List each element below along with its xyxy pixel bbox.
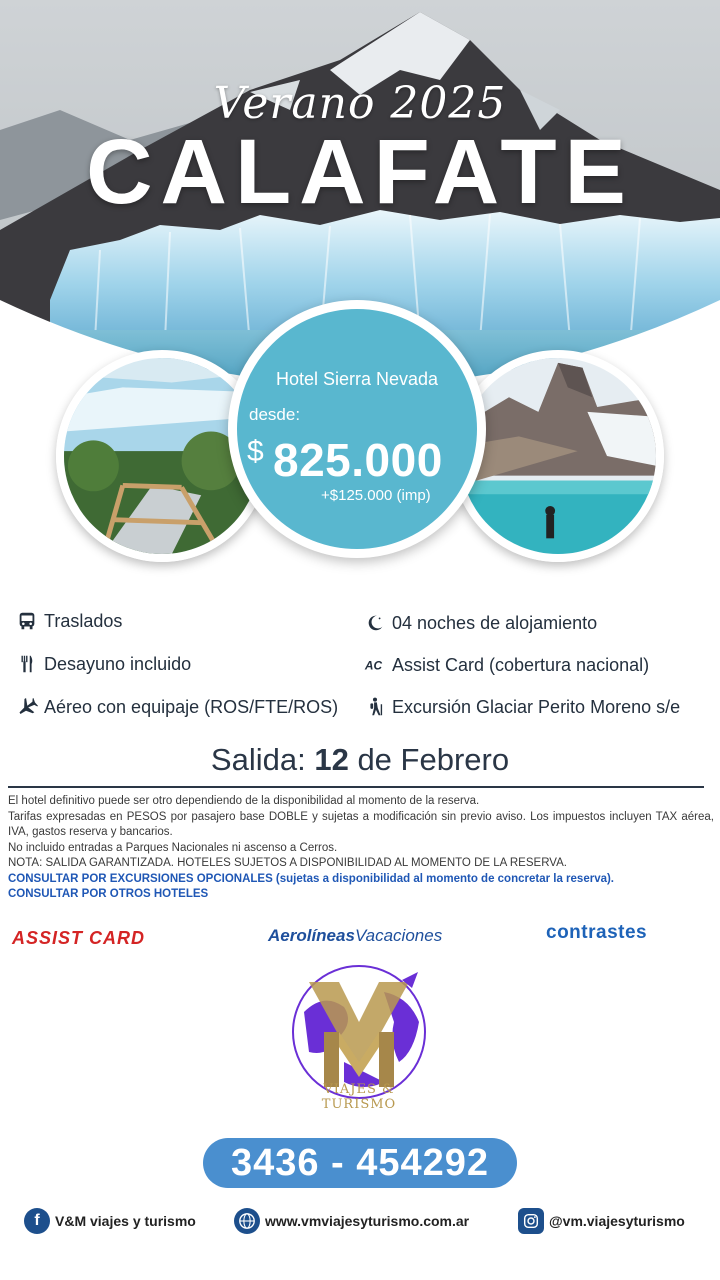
departure-day: 12 <box>314 742 349 777</box>
contrastes-logo: contrastes <box>546 922 648 943</box>
aerolineas-vacaciones-logo <box>268 926 442 946</box>
feature-label: Aéreo con equipaje (ROS/FTE/ROS) <box>44 696 339 717</box>
brand-line1: VIAJES & <box>323 1082 395 1097</box>
hotel-name: Hotel Sierra Nevada <box>275 369 439 389</box>
lake-mountain-photo <box>452 350 664 562</box>
feature-label: Traslados <box>44 610 123 631</box>
note-line-highlight: CONSULTAR POR EXCURSIONES OPCIONALES (sujetas a disponibilidad al momento de concretar la reserva). <box>8 872 615 885</box>
instagram-handle: @vm.viajesyturismo <box>549 1213 685 1229</box>
website-link[interactable] <box>234 1208 469 1234</box>
feature-flight <box>16 696 338 718</box>
price-from-label: desde: <box>249 405 301 424</box>
brand-tagline <box>284 1082 434 1112</box>
season-subtitle: Verano 2025 <box>213 78 507 129</box>
feature-label: Desayuno incluido <box>44 653 192 674</box>
facebook-handle: V&M viajes y turismo <box>55 1213 196 1229</box>
price-amount: 825.000 <box>273 434 443 486</box>
plane-icon <box>16 696 38 718</box>
note-line: NOTA: SALIDA GARANTIZADA. HOTELES SUJETOS A DISPONIBILIDAD AL MOMENTO DE LA RESERVA. <box>8 857 567 869</box>
departure-label: Salida: <box>210 742 306 777</box>
feature-label: Assist Card (cobertura nacional) <box>392 654 650 675</box>
departure-month: de Febrero <box>357 742 510 777</box>
feature-excursion <box>364 696 680 718</box>
website-url: www.vmviajesyturismo.com.ar <box>265 1213 470 1229</box>
destination-title: CALAFATE <box>86 121 634 223</box>
note-line: Tarifas expresadas en PESOS por pasajero base DOBLE y sujetas a modificación sin previo aviso. Los impuestos incluyen TAX aérea, IVA, gastos reserva y bancarios. <box>8 810 714 838</box>
facebook-link[interactable] <box>24 1208 196 1234</box>
departure-date <box>0 742 720 778</box>
assist-card-icon <box>364 654 386 676</box>
feature-label: Excursión Glaciar Perito Moreno s/e <box>392 696 681 717</box>
brand-line2: TURISMO <box>321 1097 397 1112</box>
instagram-link[interactable] <box>518 1208 685 1234</box>
hiker-icon <box>364 696 386 718</box>
svg-text:AC: AC <box>364 658 383 673</box>
note-line: El hotel definitivo puede ser otro dependiendo de la disponibilidad al momento de la reserva. <box>8 795 480 807</box>
terms-notes <box>8 794 714 903</box>
aero-logo-part1: Aerolíneas <box>268 926 355 945</box>
globe-icon <box>234 1208 260 1234</box>
feature-assist <box>364 654 649 676</box>
cutlery-icon <box>16 653 38 675</box>
bus-icon <box>16 610 38 632</box>
feature-nights <box>364 612 597 634</box>
currency-symbol: $ <box>247 435 264 468</box>
aero-logo-part2: Vacaciones <box>354 926 443 945</box>
divider <box>8 786 704 788</box>
price-taxes: +$125.000 (imp) <box>321 487 431 504</box>
instagram-icon <box>518 1208 544 1234</box>
phone-number[interactable]: 3436 - 454292 <box>203 1138 517 1188</box>
feature-transfers <box>16 610 122 632</box>
note-line: No incluido entradas a Parques Nacionales ni ascenso a Cerros. <box>8 841 338 854</box>
moon-icon <box>364 612 386 634</box>
feature-breakfast <box>16 653 191 675</box>
assist-card-logo: ASSIST CARD <box>12 928 146 948</box>
facebook-icon: f <box>24 1208 50 1234</box>
hero-banner <box>0 0 720 600</box>
price-badge <box>228 300 486 558</box>
feature-label: 04 noches de alojamiento <box>392 612 598 633</box>
note-line-highlight: CONSULTAR POR OTROS HOTELES <box>8 888 209 900</box>
